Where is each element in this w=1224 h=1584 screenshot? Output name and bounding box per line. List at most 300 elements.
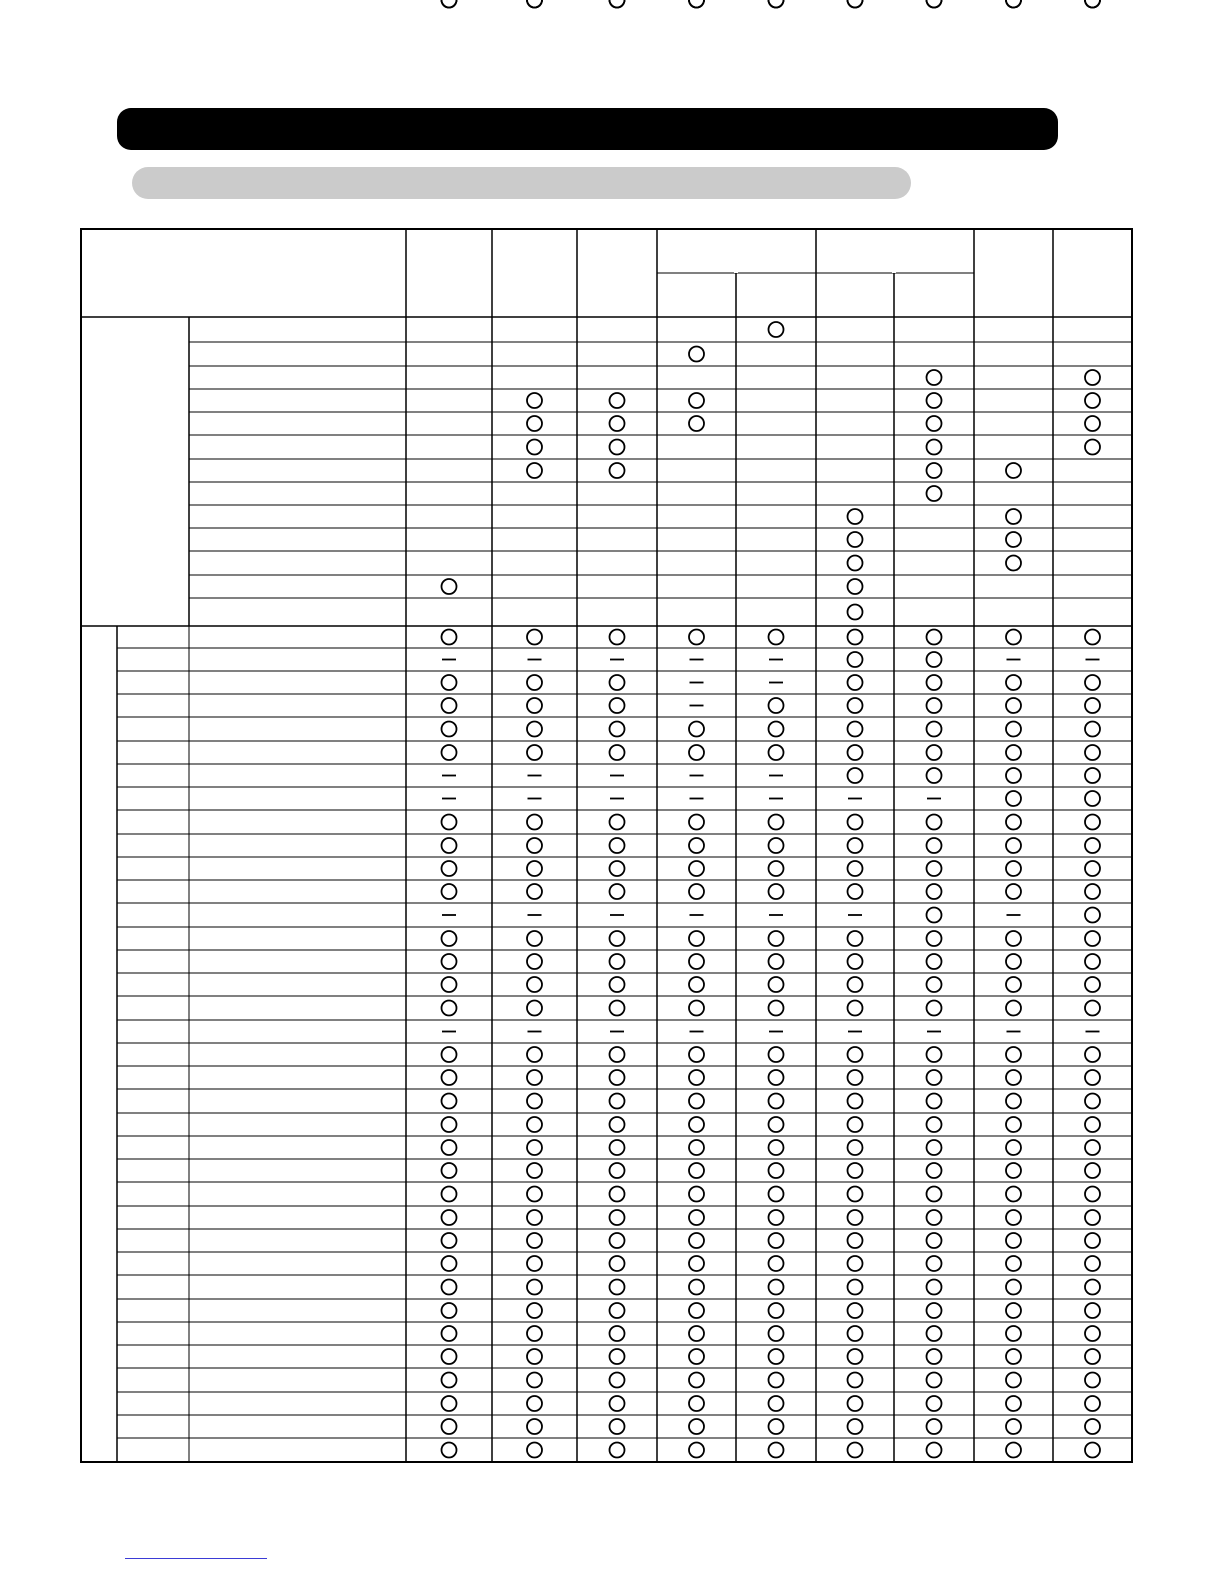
bottom-section-supported-mark	[610, 1187, 625, 1202]
top-section-supported-mark	[848, 556, 863, 571]
bottom-section-supported-mark	[927, 884, 942, 899]
bottom-section-supported-mark	[610, 815, 625, 830]
bottom-section-supported-mark	[848, 1163, 863, 1178]
bottom-section-supported-mark	[527, 1443, 542, 1458]
bottom-section-supported-mark	[769, 1163, 784, 1178]
bottom-section-supported-mark	[527, 954, 542, 969]
bottom-section-supported-mark	[1006, 0, 1021, 8]
bottom-section-supported-mark	[848, 931, 863, 946]
bottom-section-supported-mark	[1085, 630, 1100, 645]
top-section-supported-mark	[1085, 370, 1100, 385]
bottom-section-supported-mark	[1085, 954, 1100, 969]
bottom-section-supported-mark	[610, 1070, 625, 1085]
bottom-section-supported-mark	[527, 1303, 542, 1318]
top-section-supported-mark	[689, 347, 704, 362]
bottom-section-supported-mark	[848, 1117, 863, 1132]
bottom-section-supported-mark	[610, 1349, 625, 1364]
bottom-section-supported-mark	[927, 0, 942, 8]
bottom-section-supported-mark	[927, 630, 942, 645]
bottom-section-supported-mark	[1085, 1070, 1100, 1085]
bottom-section-supported-mark	[442, 722, 457, 737]
bottom-section-supported-mark	[689, 838, 704, 853]
top-section-supported-mark	[610, 416, 625, 431]
top-section-supported-mark	[527, 393, 542, 408]
bottom-section-supported-mark	[927, 1187, 942, 1202]
bottom-section-supported-mark	[610, 1303, 625, 1318]
bottom-section-supported-mark	[848, 745, 863, 760]
bottom-section-supported-mark	[689, 1373, 704, 1388]
bottom-section-supported-mark	[848, 1256, 863, 1271]
bottom-section-supported-mark	[689, 1256, 704, 1271]
top-section-supported-mark	[689, 393, 704, 408]
bottom-section-supported-mark	[527, 977, 542, 992]
bottom-section-supported-mark	[689, 1163, 704, 1178]
bottom-section-supported-mark	[689, 815, 704, 830]
bottom-section-supported-mark	[1006, 722, 1021, 737]
bottom-section-supported-mark	[769, 1256, 784, 1271]
bottom-section-supported-mark	[848, 1419, 863, 1434]
top-section-supported-mark	[1006, 509, 1021, 524]
bottom-section-supported-mark	[689, 977, 704, 992]
bottom-section-supported-mark	[769, 977, 784, 992]
bottom-section-supported-mark	[769, 630, 784, 645]
bottom-section-supported-mark	[610, 1326, 625, 1341]
bottom-section-supported-mark	[1085, 815, 1100, 830]
bottom-section-supported-mark	[527, 1280, 542, 1295]
bottom-section-supported-mark	[1085, 977, 1100, 992]
bottom-section-supported-mark	[848, 1396, 863, 1411]
bottom-section-supported-mark	[927, 1326, 942, 1341]
top-section-supported-mark	[1085, 393, 1100, 408]
bottom-section-supported-mark	[927, 931, 942, 946]
bottom-section-supported-mark	[769, 1187, 784, 1202]
top-section-supported-mark	[1085, 416, 1100, 431]
bottom-section-supported-mark	[927, 652, 942, 667]
bottom-section-supported-mark	[527, 1233, 542, 1248]
bottom-section-supported-mark	[527, 1163, 542, 1178]
bottom-section-supported-mark	[769, 861, 784, 876]
header-gap	[892, 230, 896, 273]
bottom-section-supported-mark	[610, 931, 625, 946]
top-section-supported-mark	[927, 416, 942, 431]
bottom-section-supported-mark	[848, 1140, 863, 1155]
bottom-section-supported-mark	[1085, 1280, 1100, 1295]
top-section-supported-mark	[610, 463, 625, 478]
bottom-section-supported-mark	[1006, 1140, 1021, 1155]
bottom-section-supported-mark	[927, 1094, 942, 1109]
bottom-section-supported-mark	[527, 1396, 542, 1411]
bottom-section-supported-mark	[527, 1373, 542, 1388]
top-section-supported-mark	[927, 440, 942, 455]
bottom-section-supported-mark	[769, 954, 784, 969]
top-section-supported-mark	[927, 393, 942, 408]
bottom-section-supported-mark	[927, 745, 942, 760]
bottom-section-supported-mark	[848, 1001, 863, 1016]
top-section-supported-mark	[848, 579, 863, 594]
bottom-section-supported-mark	[848, 1187, 863, 1202]
bottom-section-supported-mark	[1006, 1210, 1021, 1225]
bottom-section-supported-mark	[1006, 1303, 1021, 1318]
bottom-section-supported-mark	[527, 1210, 542, 1225]
bottom-section-supported-mark	[769, 1233, 784, 1248]
bottom-section-supported-mark	[1006, 1256, 1021, 1271]
bottom-section-supported-mark	[610, 1233, 625, 1248]
bottom-section-supported-mark	[1085, 861, 1100, 876]
bottom-section-supported-mark	[1006, 1280, 1021, 1295]
bottom-section-supported-mark	[1085, 1094, 1100, 1109]
bottom-section-supported-mark	[689, 1117, 704, 1132]
bottom-section-supported-mark	[848, 861, 863, 876]
bottom-section-supported-mark	[442, 1070, 457, 1085]
bottom-section-supported-mark	[610, 1117, 625, 1132]
bottom-section-supported-mark	[769, 1396, 784, 1411]
bottom-section-supported-mark	[927, 1419, 942, 1434]
bottom-section-supported-mark	[689, 1443, 704, 1458]
bottom-section-supported-mark	[689, 1070, 704, 1085]
bottom-section-supported-mark	[1085, 1373, 1100, 1388]
bottom-section-supported-mark	[1085, 1326, 1100, 1341]
bottom-section-supported-mark	[1006, 1117, 1021, 1132]
bottom-section-supported-mark	[848, 977, 863, 992]
bottom-section-supported-mark	[769, 698, 784, 713]
bottom-section-supported-mark	[610, 1443, 625, 1458]
bottom-section-supported-mark	[927, 1256, 942, 1271]
bottom-section-supported-mark	[1006, 768, 1021, 783]
bottom-section-supported-mark	[1006, 1001, 1021, 1016]
top-section-supported-mark	[527, 463, 542, 478]
bottom-section-supported-mark	[1085, 1187, 1100, 1202]
bottom-section-supported-mark	[442, 1117, 457, 1132]
bottom-section-supported-mark	[1085, 745, 1100, 760]
bottom-section-supported-mark	[610, 1094, 625, 1109]
top-section-supported-mark	[527, 416, 542, 431]
bottom-section-supported-mark	[769, 1070, 784, 1085]
bottom-section-supported-mark	[610, 861, 625, 876]
bottom-section-supported-mark	[442, 1047, 457, 1062]
bottom-section-supported-mark	[527, 1187, 542, 1202]
bottom-section-supported-mark	[610, 977, 625, 992]
bottom-section-supported-mark	[1006, 1349, 1021, 1364]
bottom-section-supported-mark	[1006, 931, 1021, 946]
bottom-section-supported-mark	[769, 1443, 784, 1458]
top-section-supported-mark	[1006, 532, 1021, 547]
bottom-section-supported-mark	[527, 1256, 542, 1271]
bottom-section-supported-mark	[610, 1280, 625, 1295]
bottom-section-supported-mark	[1085, 722, 1100, 737]
bottom-section-supported-mark	[1006, 698, 1021, 713]
bottom-section-supported-mark	[848, 1373, 863, 1388]
bottom-section-supported-mark	[1085, 1443, 1100, 1458]
bottom-section-supported-mark	[1006, 977, 1021, 992]
bottom-section-supported-mark	[442, 675, 457, 690]
top-section-supported-mark	[689, 416, 704, 431]
bottom-section-supported-mark	[527, 1001, 542, 1016]
bottom-section-supported-mark	[442, 931, 457, 946]
bottom-section-supported-mark	[689, 0, 704, 8]
bottom-section-supported-mark	[1006, 1163, 1021, 1178]
bottom-section-supported-mark	[848, 838, 863, 853]
bottom-section-supported-mark	[442, 1163, 457, 1178]
bottom-section-supported-mark	[1085, 908, 1100, 923]
bottom-section-supported-mark	[1085, 884, 1100, 899]
bottom-section-supported-mark	[927, 908, 942, 923]
bottom-section-supported-mark	[442, 977, 457, 992]
bottom-section-supported-mark	[927, 1280, 942, 1295]
bottom-section-supported-mark	[527, 0, 542, 8]
bottom-section-supported-mark	[927, 1117, 942, 1132]
bottom-section-supported-mark	[769, 0, 784, 8]
bottom-section-supported-mark	[848, 675, 863, 690]
bottom-section-supported-mark	[927, 1210, 942, 1225]
top-section-supported-mark	[927, 463, 942, 478]
bottom-section-supported-mark	[769, 722, 784, 737]
bottom-section-supported-mark	[442, 1443, 457, 1458]
bottom-section-supported-mark	[689, 1001, 704, 1016]
bottom-section-supported-mark	[1006, 791, 1021, 806]
bottom-section-supported-mark	[1006, 815, 1021, 830]
top-section-supported-mark	[848, 532, 863, 547]
bottom-section-supported-mark	[527, 1326, 542, 1341]
bottom-section-supported-mark	[442, 1256, 457, 1271]
bottom-section-supported-mark	[1006, 1070, 1021, 1085]
bottom-section-supported-mark	[927, 698, 942, 713]
bottom-section-supported-mark	[689, 1280, 704, 1295]
bottom-section-supported-mark	[689, 884, 704, 899]
bottom-section-supported-mark	[848, 1349, 863, 1364]
bottom-section-supported-mark	[769, 1094, 784, 1109]
bottom-section-supported-mark	[689, 1326, 704, 1341]
bottom-section-supported-mark	[610, 630, 625, 645]
bottom-section-supported-mark	[1006, 1047, 1021, 1062]
bottom-section-supported-mark	[610, 884, 625, 899]
bottom-section-supported-mark	[927, 1001, 942, 1016]
bottom-section-supported-mark	[769, 1001, 784, 1016]
bottom-section-supported-mark	[610, 1163, 625, 1178]
bottom-section-supported-mark	[1085, 1349, 1100, 1364]
bottom-section-supported-mark	[527, 745, 542, 760]
bottom-section-supported-mark	[442, 1303, 457, 1318]
bottom-section-supported-mark	[769, 1419, 784, 1434]
bottom-section-supported-mark	[689, 1140, 704, 1155]
bottom-section-supported-mark	[689, 1349, 704, 1364]
bottom-section-supported-mark	[848, 652, 863, 667]
bottom-section-supported-mark	[1006, 1419, 1021, 1434]
bottom-section-supported-mark	[769, 1117, 784, 1132]
bottom-section-supported-mark	[848, 815, 863, 830]
bottom-section-supported-mark	[927, 977, 942, 992]
bottom-section-supported-mark	[1006, 954, 1021, 969]
footer-link-underline[interactable]	[125, 1558, 267, 1559]
bottom-section-supported-mark	[527, 630, 542, 645]
bottom-section-supported-mark	[769, 931, 784, 946]
bottom-section-supported-mark	[769, 1373, 784, 1388]
bottom-section-supported-mark	[769, 838, 784, 853]
bottom-section-supported-mark	[527, 1094, 542, 1109]
bottom-section-supported-mark	[442, 1419, 457, 1434]
bottom-section-supported-mark	[689, 722, 704, 737]
bottom-section-supported-mark	[927, 838, 942, 853]
bottom-section-supported-mark	[610, 722, 625, 737]
bottom-section-supported-mark	[769, 1326, 784, 1341]
bottom-section-supported-mark	[848, 630, 863, 645]
bottom-section-supported-mark	[442, 630, 457, 645]
bottom-section-supported-mark	[610, 1373, 625, 1388]
bottom-section-supported-mark	[442, 1094, 457, 1109]
bottom-section-supported-mark	[1006, 745, 1021, 760]
bottom-section-supported-mark	[927, 861, 942, 876]
bottom-section-supported-mark	[769, 1140, 784, 1155]
bottom-section-supported-mark	[610, 1001, 625, 1016]
bottom-section-supported-mark	[848, 1443, 863, 1458]
bottom-section-supported-mark	[442, 1233, 457, 1248]
top-section-supported-mark	[442, 579, 457, 594]
bottom-section-supported-mark	[442, 884, 457, 899]
bottom-section-supported-mark	[848, 1094, 863, 1109]
bottom-section-supported-mark	[689, 1047, 704, 1062]
bottom-section-supported-mark	[1085, 768, 1100, 783]
bottom-section-supported-mark	[527, 1070, 542, 1085]
top-section-supported-mark	[610, 393, 625, 408]
bottom-section-supported-mark	[689, 630, 704, 645]
bottom-section-supported-mark	[442, 1326, 457, 1341]
bottom-section-supported-mark	[610, 1419, 625, 1434]
bottom-section-supported-mark	[848, 1047, 863, 1062]
top-section-supported-mark	[1006, 463, 1021, 478]
bottom-section-supported-mark	[848, 1326, 863, 1341]
bottom-section-supported-mark	[610, 838, 625, 853]
bottom-section-supported-mark	[689, 1303, 704, 1318]
bottom-section-supported-mark	[442, 0, 457, 8]
bottom-section-supported-mark	[1006, 1187, 1021, 1202]
bottom-section-supported-mark	[610, 1256, 625, 1271]
bottom-section-supported-mark	[689, 954, 704, 969]
top-section-supported-mark	[1006, 556, 1021, 571]
top-section-supported-mark	[927, 486, 942, 501]
bottom-section-supported-mark	[848, 768, 863, 783]
bottom-section-supported-mark	[927, 1047, 942, 1062]
bottom-section-supported-mark	[1085, 1047, 1100, 1062]
bottom-section-supported-mark	[527, 931, 542, 946]
bottom-section-supported-mark	[848, 954, 863, 969]
bottom-section-supported-mark	[442, 815, 457, 830]
bottom-section-supported-mark	[1085, 1001, 1100, 1016]
bottom-section-supported-mark	[769, 1303, 784, 1318]
bottom-section-supported-mark	[1085, 1210, 1100, 1225]
bottom-section-supported-mark	[442, 1396, 457, 1411]
bottom-section-supported-mark	[848, 0, 863, 8]
bottom-section-supported-mark	[1085, 1256, 1100, 1271]
bottom-section-supported-mark	[1085, 838, 1100, 853]
bottom-section-supported-mark	[927, 768, 942, 783]
bottom-section-supported-mark	[848, 1280, 863, 1295]
bottom-section-supported-mark	[689, 1233, 704, 1248]
bottom-section-supported-mark	[442, 1140, 457, 1155]
bottom-section-supported-mark	[442, 745, 457, 760]
bottom-section-supported-mark	[527, 815, 542, 830]
bottom-section-supported-mark	[527, 1140, 542, 1155]
top-section-supported-mark	[1085, 440, 1100, 455]
bottom-section-supported-mark	[1085, 0, 1100, 8]
bottom-section-supported-mark	[689, 1094, 704, 1109]
bottom-section-supported-mark	[1006, 838, 1021, 853]
bottom-section-supported-mark	[527, 1349, 542, 1364]
bottom-section-supported-mark	[1006, 675, 1021, 690]
bottom-section-supported-mark	[527, 1419, 542, 1434]
bottom-section-supported-mark	[848, 1233, 863, 1248]
bottom-section-supported-mark	[848, 698, 863, 713]
bottom-section-supported-mark	[1006, 630, 1021, 645]
bottom-section-supported-mark	[769, 1210, 784, 1225]
bottom-section-supported-mark	[927, 1396, 942, 1411]
bottom-section-supported-mark	[527, 838, 542, 853]
bottom-section-supported-mark	[527, 675, 542, 690]
bottom-section-supported-mark	[1085, 791, 1100, 806]
bottom-section-supported-mark	[689, 1419, 704, 1434]
bottom-section-supported-mark	[527, 722, 542, 737]
bottom-section-supported-mark	[1085, 1419, 1100, 1434]
bottom-section-supported-mark	[610, 1210, 625, 1225]
bottom-section-supported-mark	[527, 698, 542, 713]
bottom-section-supported-mark	[610, 698, 625, 713]
bottom-section-supported-mark	[1006, 1326, 1021, 1341]
bottom-section-supported-mark	[1085, 1163, 1100, 1178]
bottom-section-supported-mark	[769, 884, 784, 899]
top-section-supported-mark	[527, 440, 542, 455]
bottom-section-supported-mark	[1085, 675, 1100, 690]
bottom-section-supported-mark	[610, 954, 625, 969]
bottom-section-supported-mark	[1006, 1233, 1021, 1248]
bottom-section-supported-mark	[1006, 861, 1021, 876]
header-gap	[734, 230, 738, 273]
bottom-section-supported-mark	[848, 884, 863, 899]
top-section-supported-mark	[927, 370, 942, 385]
bottom-section-supported-mark	[610, 675, 625, 690]
bottom-section-supported-mark	[527, 1047, 542, 1062]
bottom-section-supported-mark	[1006, 1396, 1021, 1411]
bottom-section-supported-mark	[769, 1280, 784, 1295]
bottom-section-supported-mark	[927, 1349, 942, 1364]
top-section-supported-mark	[769, 322, 784, 337]
bottom-section-supported-mark	[927, 1070, 942, 1085]
bottom-section-supported-mark	[527, 1117, 542, 1132]
bottom-section-supported-mark	[442, 1280, 457, 1295]
bottom-section-supported-mark	[610, 745, 625, 760]
bottom-section-supported-mark	[610, 0, 625, 8]
bottom-section-supported-mark	[1085, 1396, 1100, 1411]
bottom-section-supported-mark	[442, 1349, 457, 1364]
bottom-section-supported-mark	[610, 1140, 625, 1155]
bottom-section-supported-mark	[1006, 1373, 1021, 1388]
bottom-section-supported-mark	[689, 931, 704, 946]
bottom-section-supported-mark	[442, 838, 457, 853]
bottom-section-supported-mark	[1006, 1094, 1021, 1109]
bottom-section-supported-mark	[442, 1187, 457, 1202]
bottom-section-supported-mark	[1085, 1140, 1100, 1155]
bottom-section-supported-mark	[848, 722, 863, 737]
bottom-section-supported-mark	[927, 954, 942, 969]
bottom-section-supported-mark	[848, 1210, 863, 1225]
bottom-section-supported-mark	[610, 1396, 625, 1411]
bottom-section-supported-mark	[442, 1001, 457, 1016]
bottom-section-supported-mark	[442, 698, 457, 713]
bottom-section-supported-mark	[689, 861, 704, 876]
top-section-supported-mark	[848, 509, 863, 524]
bottom-section-supported-mark	[848, 1303, 863, 1318]
bottom-section-supported-mark	[927, 722, 942, 737]
bottom-section-supported-mark	[927, 1303, 942, 1318]
bottom-section-supported-mark	[1085, 698, 1100, 713]
bottom-section-supported-mark	[927, 1443, 942, 1458]
